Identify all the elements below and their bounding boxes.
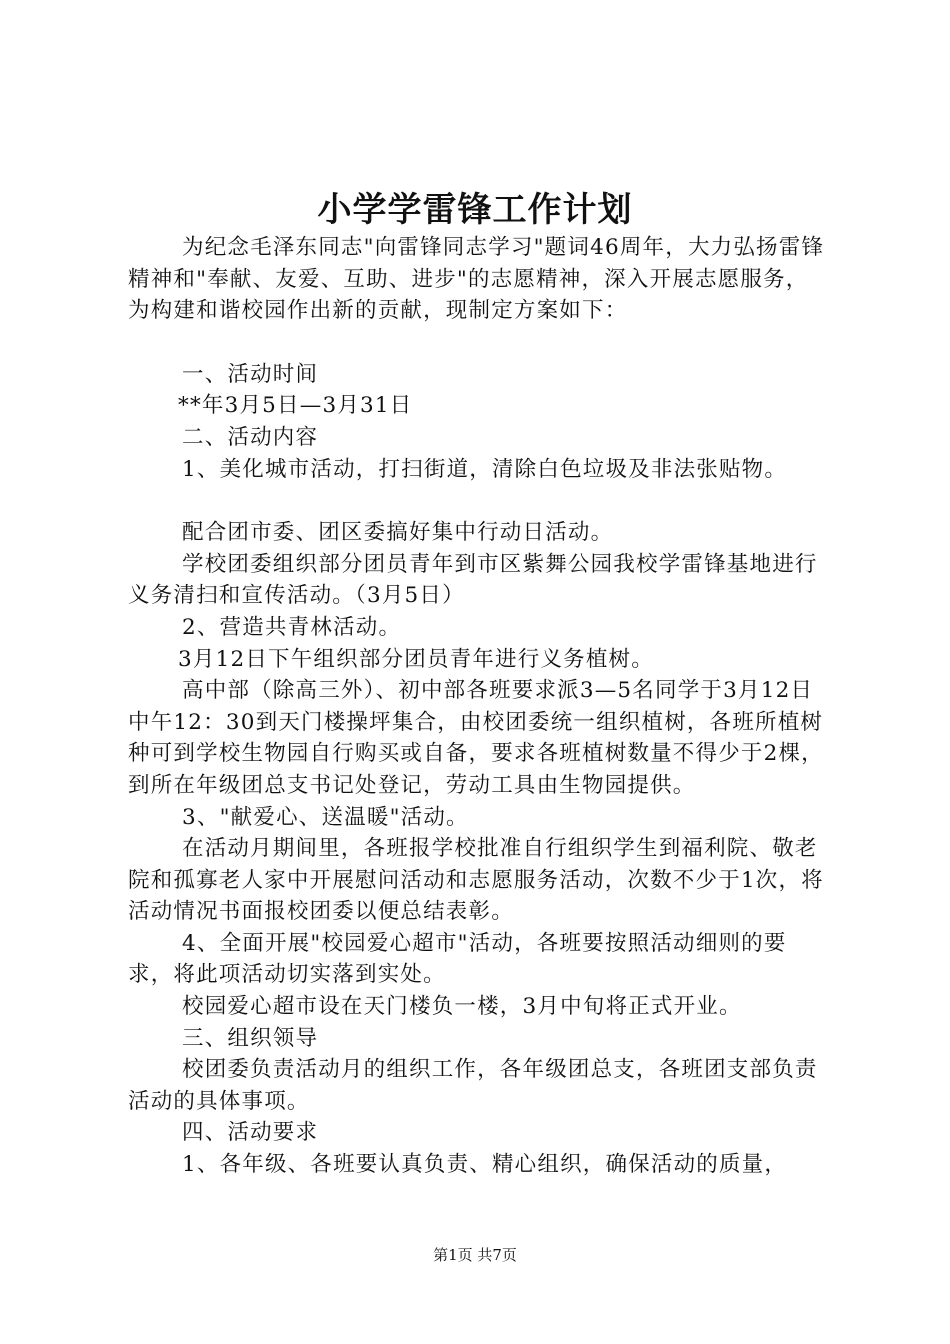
item-4-heading: 4、全面开展"校园爱心超市"活动，各班要按照活动细则的要求，将此项活动切实落到实处。 (128, 930, 787, 988)
section-heading-time: 一、活动时间 (182, 361, 319, 387)
item-3-detail: 在活动月期间里，各班报学校批准自行组织学生到福利院、敬老院和孤寡老人家中开展慰问活动和志愿服务活动，次数不少于1次，将活动情况书面报校团委以便总结表彰。 (128, 836, 824, 925)
item-3-heading: 3、"献爱心、送温暖"活动。 (182, 804, 469, 830)
item-2-detail: 高中部（除高三外）、初中部各班要求派3—5名同学于3月12日中午12：30到天门楼操坪集合，由校团委统一组织植树，各班所植树种可到学校生物园自行购买或自备，要求各班植树数量不得少于2棵，到所在年级团总支书记处登记，劳动工具由生物园提供。 (128, 678, 824, 798)
spacer (128, 327, 828, 359)
item-2-line: 3月12日下午组织部分团员青年进行义务植树。 (178, 646, 654, 672)
item-1-heading: 1、美化城市活动，打扫街道，清除白色垃圾及非法张贴物。 (182, 456, 788, 482)
intro-paragraph: 为纪念毛泽东同志"向雷锋同志学习"题词46周年，大力弘扬雷锋精神和"奉献、友爱、互助、进步"的志愿精神，深入开展志愿服务，为构建和谐校园作出新的贡献，现制定方案如下： (128, 235, 825, 324)
activity-dates: **年3月5日—3月31日 (178, 393, 413, 419)
requirement-1: 1、各年级、各班要认真负责、精心组织，确保活动的质量， (182, 1152, 788, 1178)
item-4-detail: 校园爱心超市设在天门楼负一楼，3月中旬将正式开业。 (182, 994, 742, 1020)
leadership-detail: 校团委负责活动月的组织工作，各年级团总支，各班团支部负责活动的具体事项。 (128, 1057, 818, 1114)
section-heading-requirements: 四、活动要求 (182, 1120, 319, 1146)
item-1-line: 配合团市委、团区委搞好集中行动日活动。 (182, 520, 614, 546)
page-footer: 第1页 共7页 (433, 1246, 517, 1264)
document-body (128, 232, 828, 1181)
section-heading-content: 二、活动内容 (182, 424, 319, 450)
section-heading-leadership: 三、组织领导 (182, 1025, 319, 1051)
item-2-heading: 2、营造共青林活动。 (182, 614, 402, 640)
document-title: 小学学雷锋工作计划 (317, 190, 633, 230)
item-1-detail: 学校团委组织部分团员青年到市区紫舞公园我校学雷锋基地进行义务清扫和宣传活动。（3月5日） (128, 551, 818, 609)
spacer (128, 485, 828, 517)
